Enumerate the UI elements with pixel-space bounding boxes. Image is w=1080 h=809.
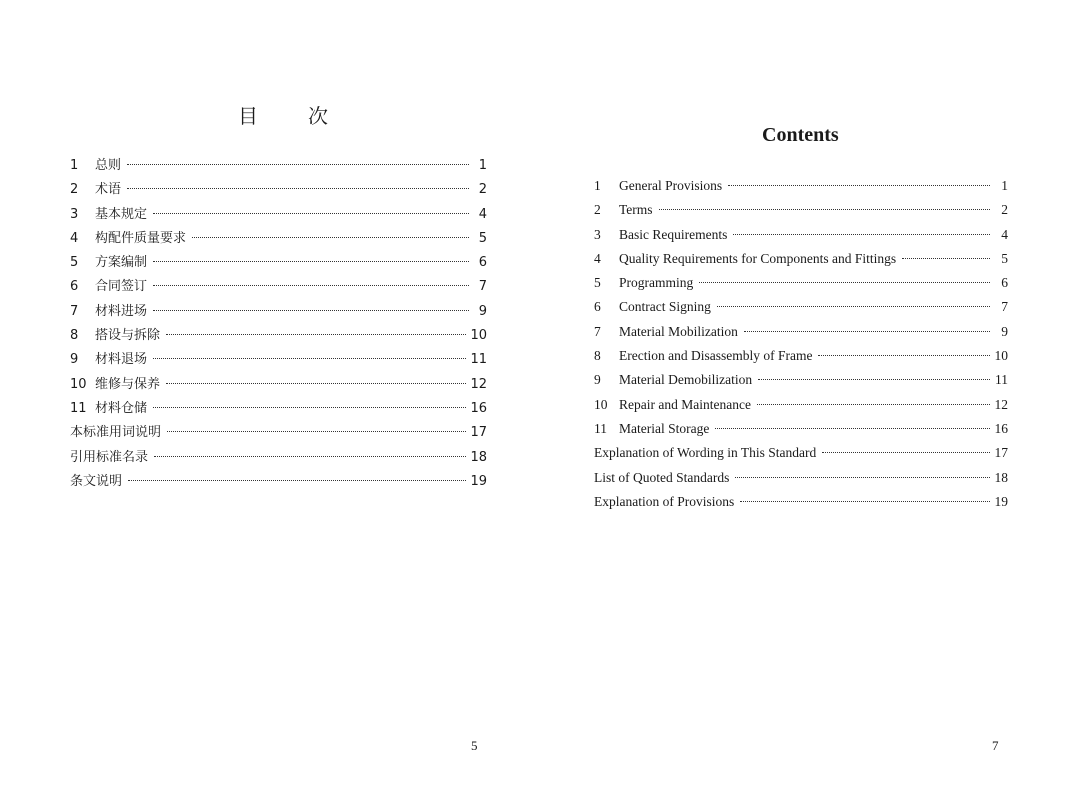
toc-entry-number: 4	[70, 230, 79, 246]
toc-entry[interactable]	[70, 227, 487, 251]
toc-entry-title: 合同签订	[95, 279, 148, 295]
toc-entry-number: 5	[70, 255, 79, 271]
toc-entry-page: 11	[995, 372, 1008, 388]
toc-dot-leader	[153, 261, 469, 262]
page-number: 5	[471, 738, 478, 753]
toc-entry-number: 3	[594, 226, 601, 242]
toc-entry-page: 16	[994, 420, 1008, 436]
toc-entry-title: 维修与保养	[95, 376, 161, 392]
toc-entry[interactable]	[70, 154, 487, 178]
toc-entry-number: 9	[594, 372, 601, 388]
toc-entry-page: 12	[470, 376, 487, 392]
toc-entry-page: 17	[994, 445, 1008, 461]
toc-dot-leader	[758, 379, 990, 380]
toc-entry-number: 8	[70, 328, 79, 344]
toc-entry[interactable]	[594, 348, 1008, 372]
toc-entry[interactable]	[594, 372, 1008, 396]
toc-entry-page: 1	[478, 158, 487, 173]
toc-dot-leader	[154, 456, 466, 457]
toc-dot-leader	[902, 258, 990, 259]
toc-entry-number: 5	[594, 275, 601, 291]
toc-dot-leader	[166, 334, 466, 335]
toc-entry-title: Material Storage	[619, 420, 710, 436]
toc-dot-leader	[153, 213, 469, 214]
toc-entry[interactable]	[70, 178, 487, 202]
toc-entry[interactable]	[70, 446, 487, 470]
toc-dot-leader	[659, 209, 990, 210]
toc-entry[interactable]	[70, 421, 487, 445]
toc-entry-page: 12	[994, 396, 1008, 412]
toc-entry-number: 10	[594, 396, 608, 412]
toc-entry-title: 本标准用词说明	[70, 425, 162, 441]
toc-dot-leader	[822, 452, 990, 453]
toc-dot-leader	[192, 237, 469, 238]
toc-entry-page: 6	[1001, 275, 1008, 291]
toc-entry-page: 18	[994, 469, 1008, 485]
toc-entry-title: General Provisions	[619, 178, 723, 193]
toc-entry-number: 9	[70, 352, 79, 368]
toc-entry[interactable]	[594, 178, 1008, 202]
toc-entry[interactable]	[594, 324, 1008, 348]
right-page	[540, 0, 1080, 809]
toc-entry-page: 4	[478, 206, 487, 222]
toc-entry-page: 19	[994, 493, 1008, 509]
page-number: 7	[992, 738, 999, 753]
toc-entry-number: 3	[70, 206, 79, 222]
toc-entry-page: 5	[478, 230, 487, 246]
toc-entry[interactable]	[594, 202, 1008, 226]
toc-entry-title: Contract Signing	[619, 299, 711, 315]
toc-dot-leader	[127, 164, 469, 165]
toc-entry[interactable]	[70, 203, 487, 227]
toc-entry-title: 术语	[95, 182, 122, 198]
toc-entry-title: 方案编制	[95, 255, 148, 271]
toc-entry-title: Programming	[619, 275, 694, 291]
toc-entry-number: 6	[70, 279, 79, 295]
toc-entry-title: 搭设与拆除	[95, 328, 161, 344]
toc-entry[interactable]	[70, 300, 487, 324]
toc-entry-title: Erection and Disassembly of Frame	[619, 348, 813, 364]
title-char: 次	[308, 104, 328, 128]
toc-entry-number: 11	[594, 420, 607, 436]
toc-entry[interactable]	[594, 275, 1008, 299]
toc-entry-title: 总则	[95, 158, 122, 173]
toc-entry-number: 2	[70, 182, 79, 198]
toc-dot-leader	[728, 185, 990, 186]
toc-dot-leader	[717, 306, 990, 307]
toc-entry-title: 条文说明	[70, 473, 123, 489]
toc-entry-page: 2	[478, 182, 487, 198]
toc-entry-title: 引用标准名录	[70, 449, 149, 465]
toc-entry[interactable]	[70, 251, 487, 275]
toc-entry-number: 6	[594, 299, 601, 315]
toc-entry-title: Terms	[619, 202, 653, 218]
toc-dot-leader	[757, 404, 990, 405]
toc-entry[interactable]	[70, 470, 487, 494]
toc-dot-leader	[128, 480, 466, 481]
toc-entry-title: 材料进场	[95, 303, 148, 319]
toc-entry-title: 材料仓储	[95, 400, 148, 416]
toc-dot-leader	[166, 383, 466, 384]
toc-dot-leader	[167, 431, 466, 432]
toc-dot-leader	[699, 282, 990, 283]
toc-entry[interactable]	[70, 397, 487, 421]
toc-entry[interactable]	[70, 275, 487, 299]
toc-entry-number: 7	[594, 323, 601, 339]
toc-entry-number: 1	[70, 158, 79, 173]
toc-entry[interactable]	[70, 373, 487, 397]
toc-list-cn	[70, 154, 487, 494]
toc-entry-title: Repair and Maintenance	[619, 396, 751, 412]
toc-entry-page: 9	[1001, 323, 1008, 339]
toc-entry-title: List of Quoted Standards	[594, 469, 730, 485]
toc-entry-page: 2	[1001, 202, 1008, 218]
toc-entry-title: Quality Requirements for Components and Fittings	[619, 250, 897, 266]
toc-entry-page: 10	[470, 328, 487, 344]
toc-entry[interactable]	[594, 397, 1008, 421]
toc-entry-number: 11	[70, 400, 87, 416]
toc-entry-page: 11	[470, 352, 487, 368]
toc-entry-page: 10	[994, 348, 1008, 364]
toc-entry-page: 7	[1001, 299, 1008, 315]
toc-entry-page: 4	[1001, 226, 1008, 242]
toc-entry-page: 17	[470, 425, 487, 441]
toc-entry-page: 6	[478, 255, 487, 271]
page-title-en: Contents	[762, 124, 839, 146]
toc-dot-leader	[127, 188, 469, 189]
toc-entry-title: 基本规定	[95, 206, 148, 222]
toc-entry[interactable]	[594, 227, 1008, 251]
toc-entry[interactable]	[70, 324, 487, 348]
toc-entry-page: 9	[478, 303, 487, 319]
toc-entry-title: Explanation of Wording in This Standard	[594, 445, 817, 461]
toc-entry[interactable]	[594, 470, 1008, 494]
toc-entry-title: 材料退场	[95, 352, 148, 368]
toc-entry[interactable]	[594, 299, 1008, 323]
toc-dot-leader	[153, 358, 466, 359]
toc-entry-page: 19	[470, 473, 487, 489]
toc-entry[interactable]	[594, 494, 1008, 518]
toc-dot-leader	[153, 407, 466, 408]
toc-entry-number: 10	[70, 376, 87, 392]
toc-entry-title: Material Mobilization	[619, 323, 738, 339]
toc-entry[interactable]	[594, 251, 1008, 275]
toc-dot-leader	[733, 234, 990, 235]
toc-entry-page: 7	[478, 279, 487, 295]
toc-entry-number: 4	[594, 250, 601, 266]
toc-entry-number: 8	[594, 348, 601, 364]
toc-entry[interactable]	[594, 421, 1008, 445]
toc-dot-leader	[740, 501, 990, 502]
title-char: 目	[238, 104, 258, 128]
toc-entry-page: 5	[1001, 250, 1008, 266]
toc-entry[interactable]	[594, 445, 1008, 469]
toc-entry-page: 16	[470, 400, 487, 416]
toc-list-en	[594, 178, 1008, 518]
toc-dot-leader	[715, 428, 990, 429]
toc-dot-leader	[744, 331, 990, 332]
toc-entry-page: 18	[470, 449, 487, 465]
toc-entry-title: Basic Requirements	[619, 226, 728, 242]
toc-entry-title: Explanation of Provisions	[594, 493, 735, 509]
toc-entry-number: 1	[594, 178, 601, 193]
toc-dot-leader	[735, 477, 990, 478]
toc-entry-number: 2	[594, 202, 601, 218]
page-title-cn	[238, 100, 328, 129]
toc-entry-title: Material Demobilization	[619, 372, 753, 388]
toc-entry[interactable]	[70, 348, 487, 372]
toc-dot-leader	[153, 310, 469, 311]
toc-entry-title: 构配件质量要求	[95, 230, 187, 246]
toc-entry-number: 7	[70, 303, 79, 319]
toc-dot-leader	[153, 285, 469, 286]
toc-dot-leader	[818, 355, 990, 356]
toc-entry-page: 1	[1001, 178, 1008, 193]
